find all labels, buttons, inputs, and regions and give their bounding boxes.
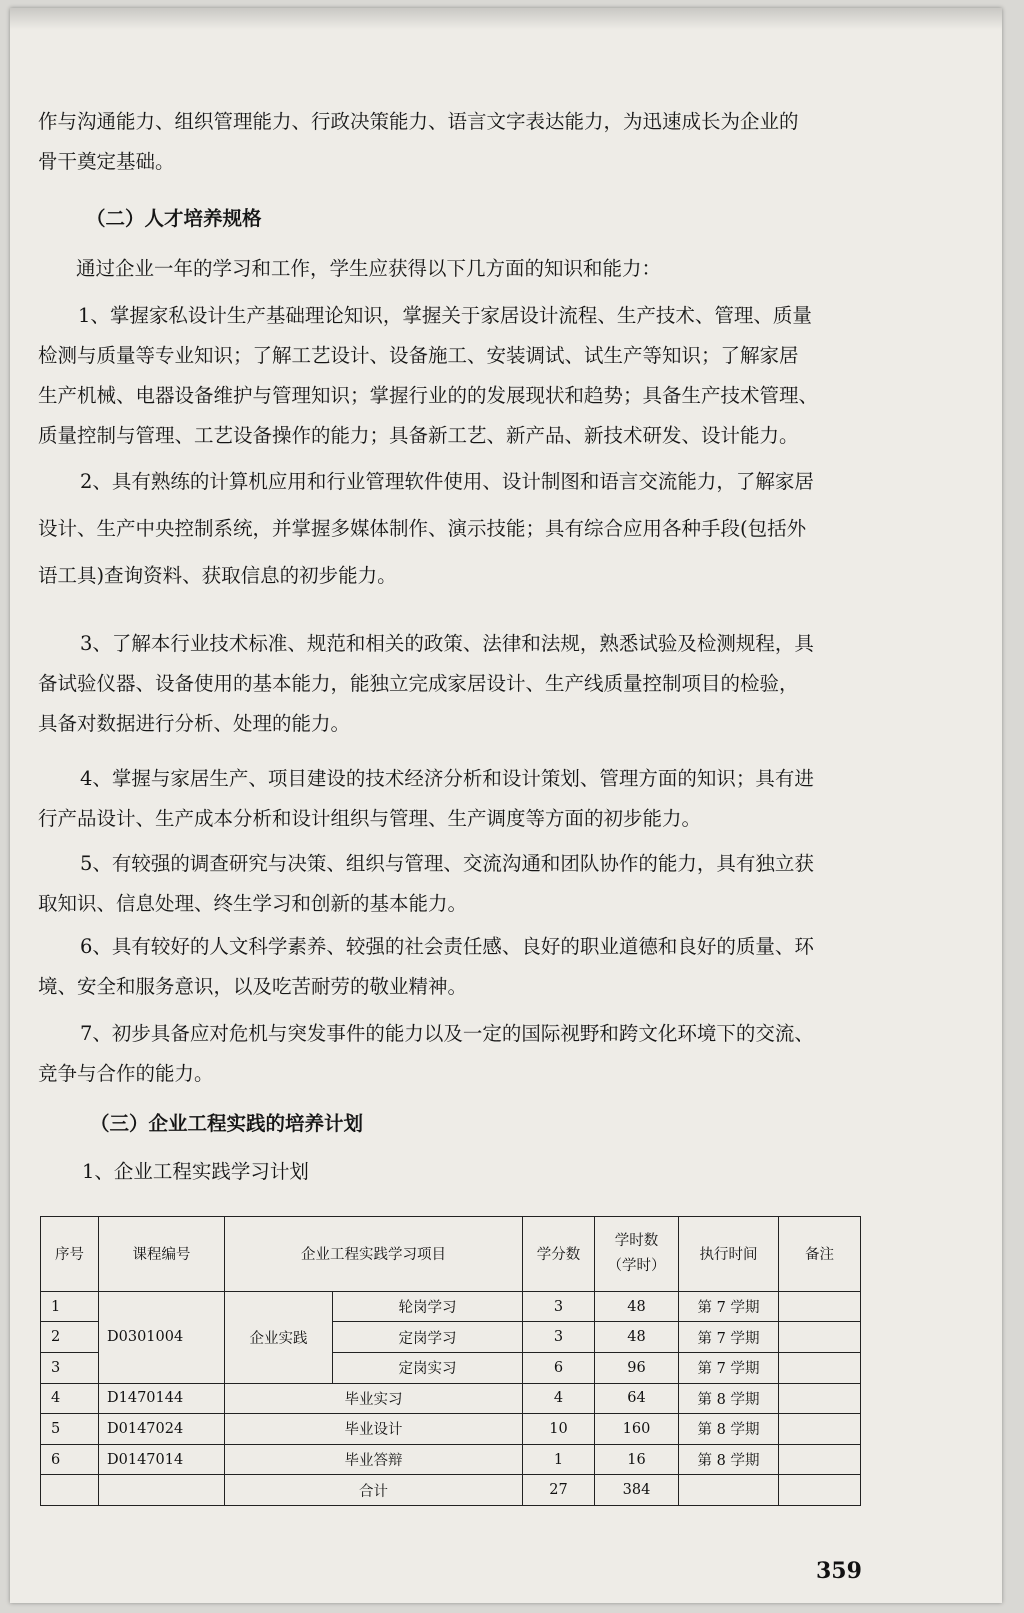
- row-term: 第 7 学期: [679, 1291, 779, 1322]
- row-item: 定岗学习: [333, 1322, 523, 1353]
- total-label: 合计: [225, 1475, 523, 1506]
- row-item: 毕业实习: [225, 1383, 523, 1414]
- paragraph-line: 骨干奠定基础。: [38, 150, 175, 173]
- row-code: D0147024: [99, 1414, 225, 1445]
- row-credits: 3: [523, 1291, 595, 1322]
- paragraph-line: 语工具)查询资料、获取信息的初步能力。: [38, 564, 397, 587]
- row-hours: 160: [595, 1414, 679, 1445]
- page-number: 359: [816, 1558, 862, 1584]
- row-code: D0147014: [99, 1444, 225, 1475]
- row-item: 轮岗学习: [333, 1291, 523, 1322]
- header-code: 课程编号: [99, 1217, 225, 1292]
- row-hours: 96: [595, 1352, 679, 1383]
- paragraph-line: 竞争与合作的能力。: [38, 1062, 214, 1085]
- table-header-row: [41, 1217, 861, 1292]
- row-term: 第 7 学期: [679, 1322, 779, 1353]
- table-row: [41, 1414, 861, 1445]
- row-notes: [779, 1475, 861, 1506]
- row-code: D0301004: [99, 1291, 225, 1383]
- header-term: 执行时间: [679, 1217, 779, 1292]
- paragraph-line: 设计、生产中央控制系统，并掌握多媒体制作、演示技能；具有综合应用各种手段(包括外: [38, 517, 807, 540]
- row-credits: 4: [523, 1383, 595, 1414]
- row-notes: [779, 1352, 861, 1383]
- row-hours: 64: [595, 1383, 679, 1414]
- row-code: [99, 1475, 225, 1506]
- document-page: [10, 8, 1002, 1603]
- paragraph-line: 境、安全和服务意识，以及吃苦耐劳的敬业精神。: [38, 975, 468, 998]
- row-hours: 48: [595, 1322, 679, 1353]
- row-index: 6: [41, 1444, 99, 1475]
- table-row: [41, 1383, 861, 1414]
- row-credits: 6: [523, 1352, 595, 1383]
- row-notes: [779, 1414, 861, 1445]
- header-index: 序号: [41, 1217, 99, 1292]
- row-index: 2: [41, 1322, 99, 1353]
- paragraph-line: 7、初步具备应对危机与突发事件的能力以及一定的国际视野和跨文化环境下的交流、: [80, 1022, 814, 1045]
- row-item: 毕业设计: [225, 1414, 523, 1445]
- paragraph-line: 作与沟通能力、组织管理能力、行政决策能力、语言文字表达能力，为迅速成长为企业的: [38, 110, 799, 133]
- row-notes: [779, 1291, 861, 1322]
- paragraph-line: 备试验仪器、设备使用的基本能力，能独立完成家居设计、生产线质量控制项目的检验，: [38, 672, 799, 695]
- paragraph-line: 检测与质量等专业知识；了解工艺设计、设备施工、安装调试、试生产等知识；了解家居: [38, 344, 799, 367]
- row-group: 企业实践: [225, 1291, 333, 1383]
- paragraph-line: 1、掌握家私设计生产基础理论知识，掌握关于家居设计流程、生产技术、管理、质量: [78, 304, 812, 327]
- paragraph-line: 具备对数据进行分析、处理的能力。: [38, 712, 351, 735]
- row-term: [679, 1475, 779, 1506]
- subsection-heading: 1、企业工程实践学习计划: [82, 1160, 309, 1183]
- row-credits: 1: [523, 1444, 595, 1475]
- row-notes: [779, 1444, 861, 1475]
- total-hours: 384: [595, 1475, 679, 1506]
- row-credits: 10: [523, 1414, 595, 1445]
- section-heading: （二）人才培养规格: [86, 207, 262, 230]
- paragraph-line: 6、具有较好的人文科学素养、较强的社会责任感、良好的职业道德和良好的质量、环: [80, 935, 814, 958]
- header-hours: 学时数 （学时）: [595, 1217, 679, 1292]
- row-index: 1: [41, 1291, 99, 1322]
- row-hours: 16: [595, 1444, 679, 1475]
- paragraph-line: 取知识、信息处理、终生学习和创新的基本能力。: [38, 892, 468, 915]
- paragraph-line: 通过企业一年的学习和工作，学生应获得以下几方面的知识和能力：: [76, 257, 662, 280]
- paragraph-line: 5、有较强的调查研究与决策、组织与管理、交流沟通和团队协作的能力，具有独立获: [80, 852, 814, 875]
- paragraph-line: 2、具有熟练的计算机应用和行业管理软件使用、设计制图和语言交流能力，了解家居: [80, 470, 814, 493]
- paragraph-line: 质量控制与管理、工艺设备操作的能力；具备新工艺、新产品、新技术研发、设计能力。: [38, 424, 799, 447]
- row-notes: [779, 1322, 861, 1353]
- paragraph-line: 生产机械、电器设备维护与管理知识；掌握行业的的发展现状和趋势；具备生产技术管理、: [38, 384, 819, 407]
- paragraph-line: 行产品设计、生产成本分析和设计组织与管理、生产调度等方面的初步能力。: [38, 807, 702, 830]
- header-notes: 备注: [779, 1217, 861, 1292]
- row-index: 5: [41, 1414, 99, 1445]
- row-credits: 3: [523, 1322, 595, 1353]
- paragraph-line: 4、掌握与家居生产、项目建设的技术经济分析和设计策划、管理方面的知识；具有进: [80, 767, 814, 790]
- row-index: 3: [41, 1352, 99, 1383]
- table-row: [41, 1444, 861, 1475]
- row-term: 第 7 学期: [679, 1352, 779, 1383]
- table-total-row: [41, 1475, 861, 1506]
- row-item: 定岗实习: [333, 1352, 523, 1383]
- paragraph-line: 3、了解本行业技术标准、规范和相关的政策、法律和法规，熟悉试验及检测规程，具: [80, 632, 814, 655]
- header-credits: 学分数: [523, 1217, 595, 1292]
- row-item: 毕业答辩: [225, 1444, 523, 1475]
- row-index: 4: [41, 1383, 99, 1414]
- practice-plan-table: [40, 1216, 861, 1506]
- row-hours: 48: [595, 1291, 679, 1322]
- scan-shadow: [10, 8, 1002, 30]
- table-row: [41, 1291, 861, 1322]
- row-index: [41, 1475, 99, 1506]
- row-term: 第 8 学期: [679, 1444, 779, 1475]
- header-project: 企业工程实践学习项目: [225, 1217, 523, 1292]
- total-credits: 27: [523, 1475, 595, 1506]
- row-notes: [779, 1383, 861, 1414]
- row-term: 第 8 学期: [679, 1414, 779, 1445]
- row-term: 第 8 学期: [679, 1383, 779, 1414]
- section-heading: （三）企业工程实践的培养计划: [90, 1112, 364, 1135]
- row-code: D1470144: [99, 1383, 225, 1414]
